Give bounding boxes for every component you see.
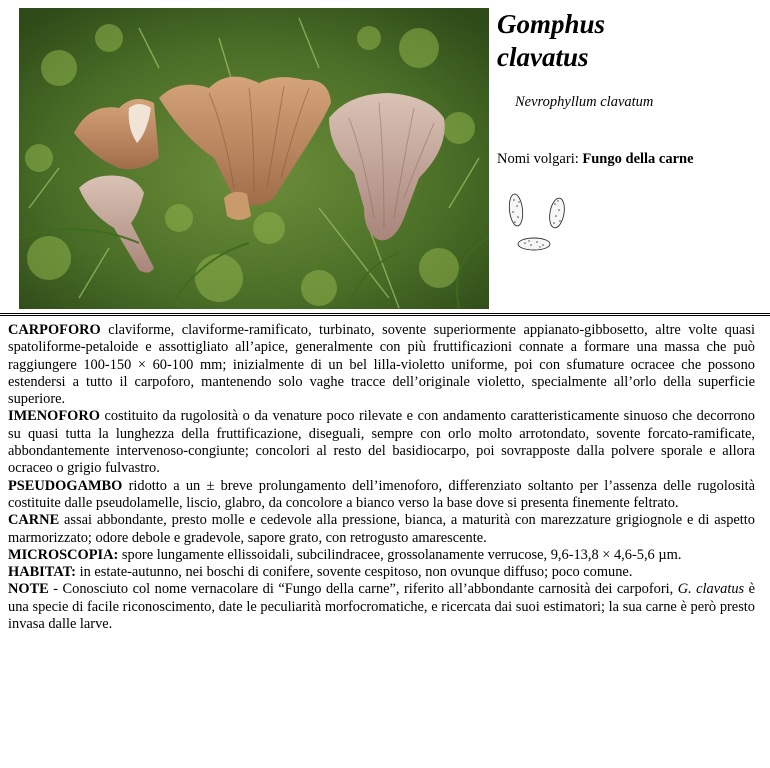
description xyxy=(8,322,755,633)
common-names xyxy=(497,151,694,168)
section-body: spore lungamente ellissoidali, subcilindracee, grossolanamente verrucose, 9,6-13,8 × 4,6-5,6 µm. xyxy=(118,546,682,563)
section-heading: CARNE xyxy=(8,512,60,529)
section-heading: PSEUDOGAMBO xyxy=(8,477,123,494)
note-body-2: è una specie di facile riconoscimento, date le peculiarità morfocromatiche, e ricercata dai suoi estimatori; la sua carne è però presto invasa dalle larve. xyxy=(8,581,755,633)
species-title xyxy=(497,8,762,74)
section-microscopia xyxy=(8,547,755,564)
section-body: ridotto a un ± breve prolungamento dell’imenoforo, differenziato soltanto per l’assenza delle rugolosità costituite dalle pseudolamelle, liscio, glabro, da concolore a bianco verso la base dove si presenta finemente feltrato. xyxy=(8,477,755,511)
section-carpoforo xyxy=(8,322,755,408)
section-note xyxy=(8,581,755,633)
section-body: in estate-autunno, nei boschi di conifere, sovente cespitoso, non ovunque diffuso; poco comune. xyxy=(75,564,633,581)
section-habitat xyxy=(8,564,755,581)
mushroom-photo xyxy=(19,8,489,309)
spore-drawing xyxy=(503,190,573,256)
note-species-italic: G. clavatus xyxy=(677,581,745,598)
section-body: costituito da rugolosità o da venature poco rilevate e con andamento caratteristicamente sinuoso che decorrono su quasi tutta la lunghezza della fruttificazione, diseguali, sempre con orlo molto arrotondato, sovente forcato-ramificate, abbondantemente intervenoso-congiunte; concolori al resto del basidiocarpo, poi sovrapposte dalla polvere sporale e allora ocraceo o grigio fulvastro. xyxy=(8,408,755,477)
section-heading: MICROSCOPIA: xyxy=(8,546,119,563)
section-heading: HABITAT: xyxy=(8,564,76,581)
section-heading: IMENOFORO xyxy=(8,408,100,425)
section-heading: CARPOFORO xyxy=(8,322,101,338)
synonym: Nevrophyllum clavatum xyxy=(515,94,654,110)
species-epithet: clavatus xyxy=(497,42,589,72)
section-body: claviforme, claviforme-ramificato, turbinato, sovente superiormente appianato-gibbosetto, altre volte quasi spatoliforme-petaloide e assottigliato all’apice, generalmente con più fruttificazioni connate a formare una massa che può raggiungere 100-150 × 60-100 mm; inizialmente di un bel lilla-violetto uniforme, poi con sfumature ocracee che possono estendersi a tutto il carpoforo, mantenendo solo vaghe tracce dell’originale violetto, specialmente all’orlo della superficie superiore. xyxy=(8,322,755,408)
mushroom-illustration xyxy=(19,8,489,309)
note-body-1: - Conosciuto col nome vernacolare di “Fungo della carne”, riferito all’abbondante carnosità dei carpofori, xyxy=(48,581,678,598)
common-names-value: Fungo della carne xyxy=(582,151,694,167)
divider xyxy=(0,313,770,316)
genus-name: Gomphus xyxy=(497,9,606,39)
section-pseudogambo xyxy=(8,478,755,513)
section-imenoforo xyxy=(8,408,755,477)
note-heading: NOTE xyxy=(8,581,49,598)
section-body: assai abbondante, presto molle e cedevole alla pressione, bianca, a maturità con marezzature grigiognole e di aspetto marmorizzato; odore debole e gradevole, sapore grato, con retrogusto amarescente. xyxy=(8,512,755,546)
common-names-label: Nomi volgari: xyxy=(497,151,579,167)
section-carne xyxy=(8,512,755,547)
